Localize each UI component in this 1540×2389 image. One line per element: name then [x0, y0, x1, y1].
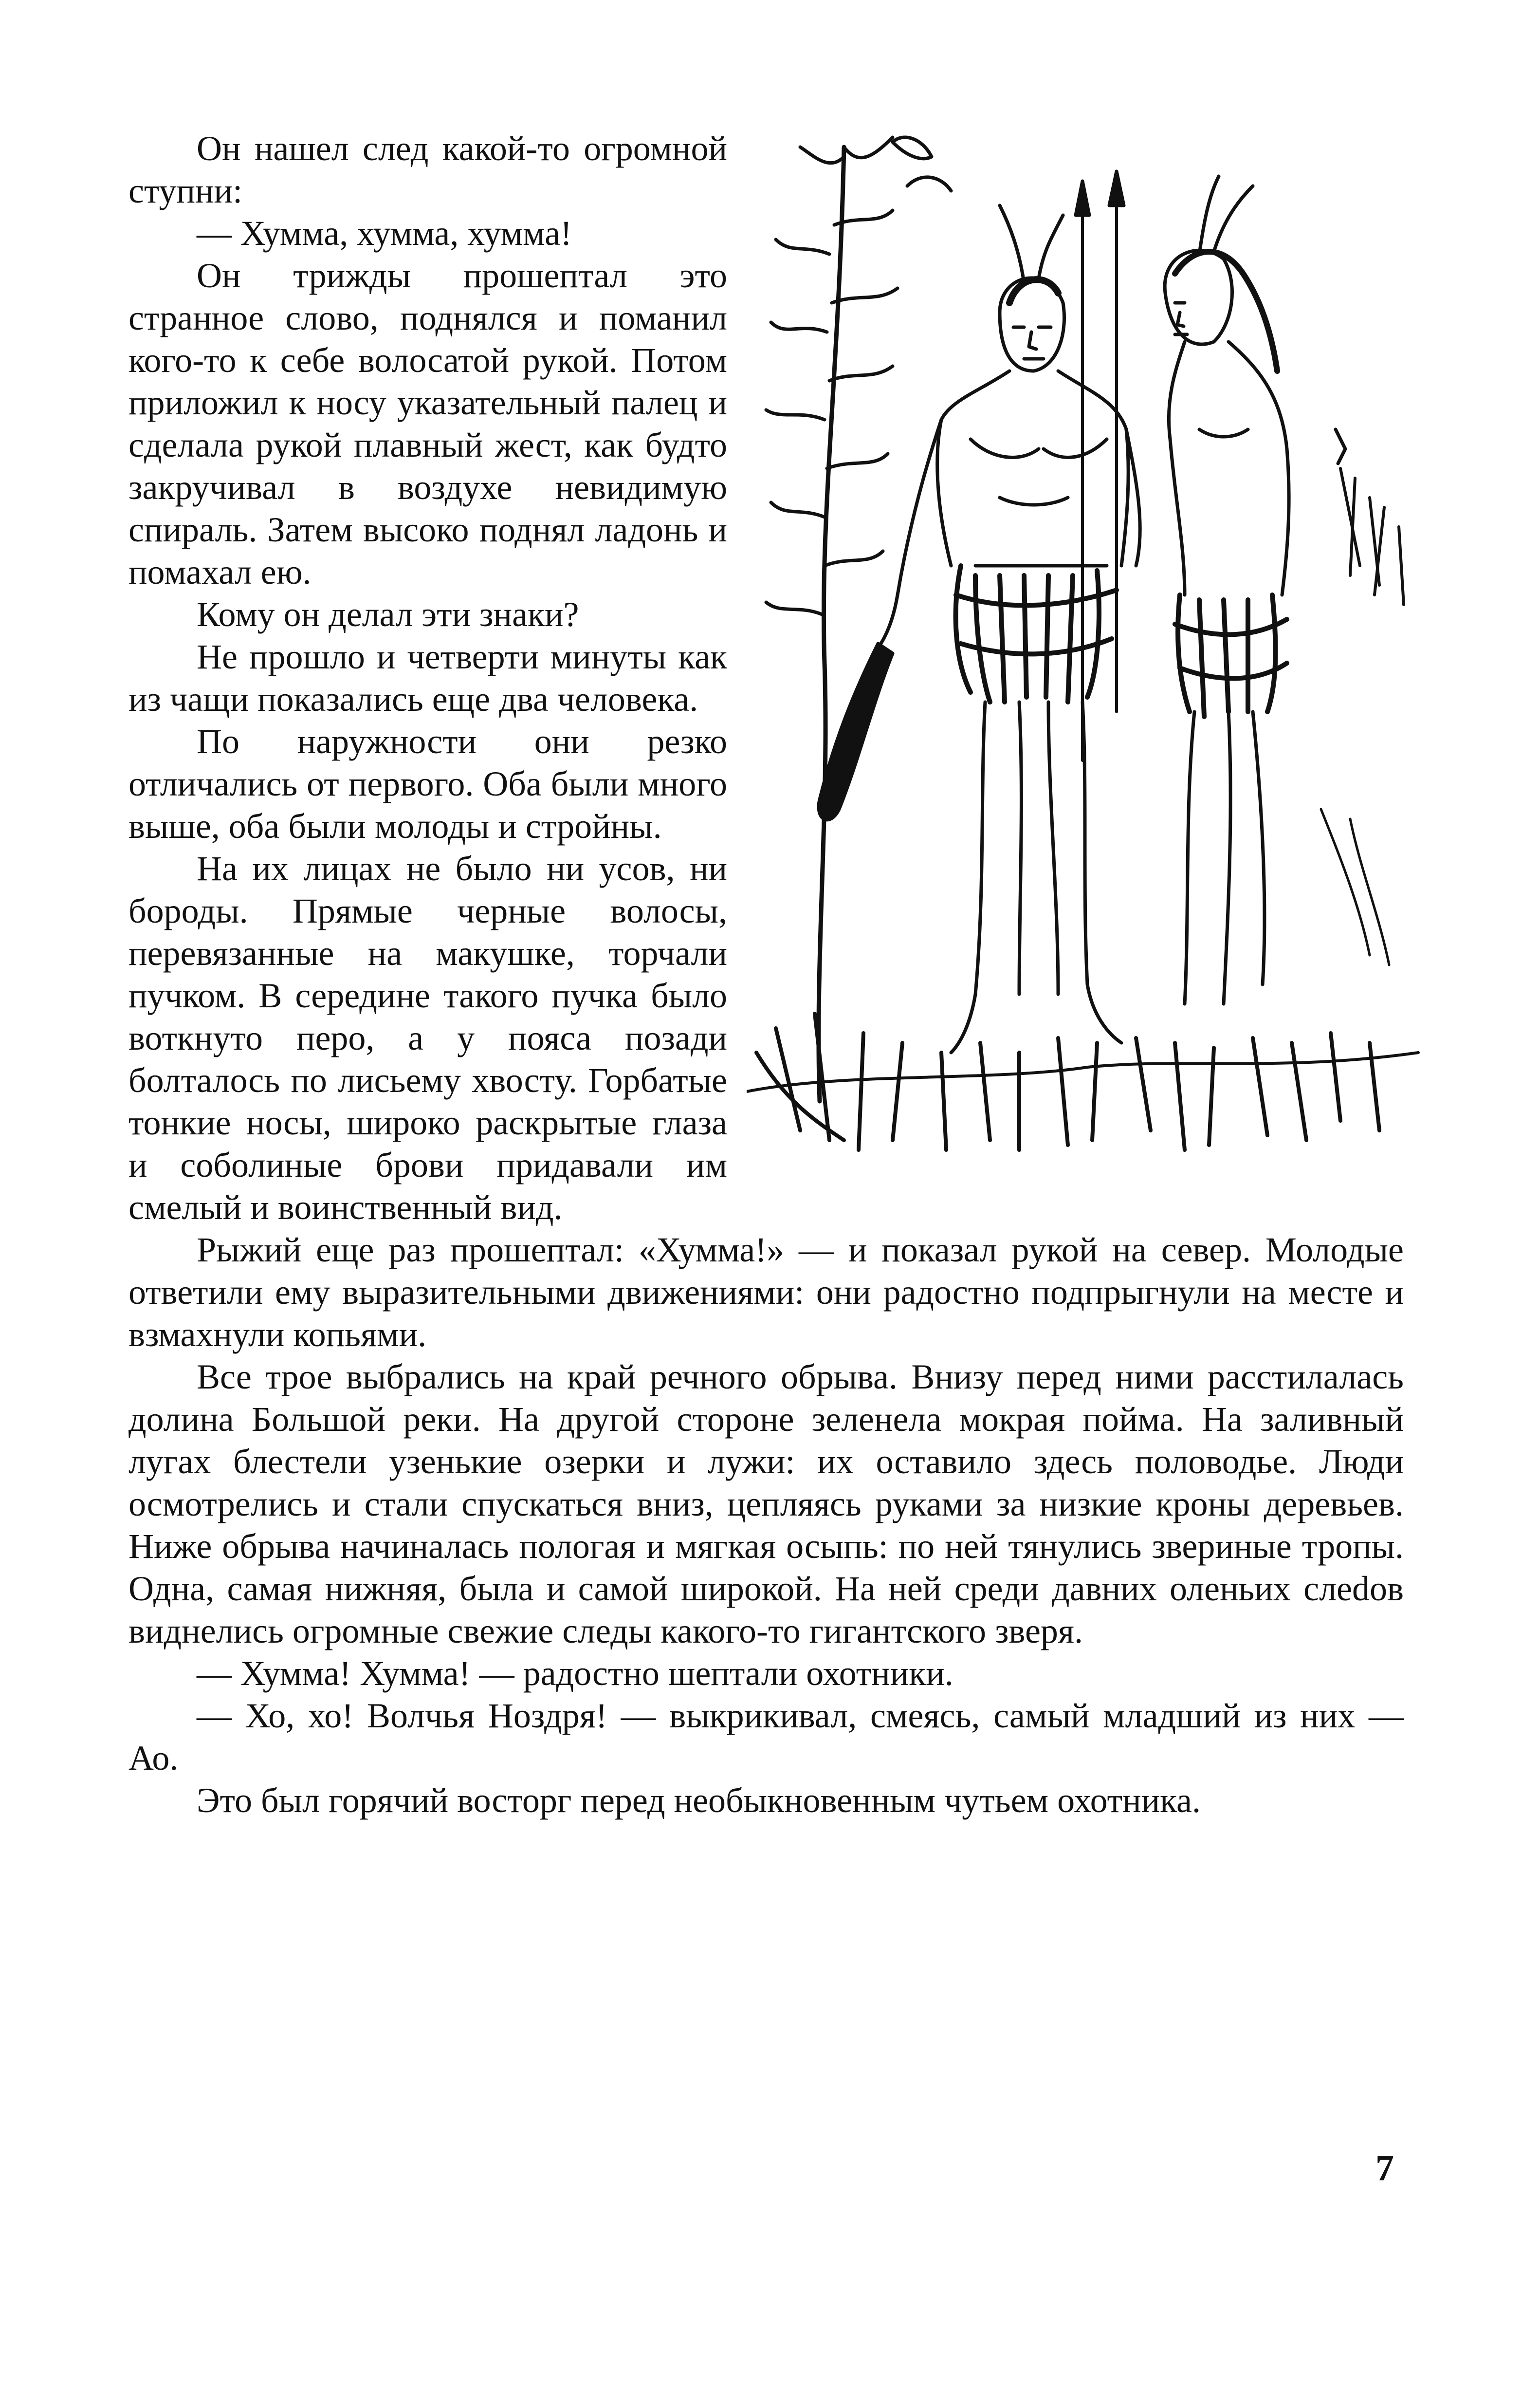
paragraph-6: По наружности они резко отличались от первого. Оба были много выше, оба были молоды и стройны. — [128, 722, 727, 846]
page-number: 7 — [1375, 2148, 1394, 2188]
paragraph-1: Он нашел след какой-то огромной ступни: — [128, 129, 727, 210]
paragraph-5: Не прошло и четверти минуты как из чащи показались еще два человека. — [128, 637, 727, 719]
paragraph-3: Он трижды прошептал это странное слово, поднялся и поманил кого-то к себе волосатой рукой. Потом приложил к носу указательный палец и сделала рукой плавный жест, как будто закручивал в воздухе невидимую спираль. Затем высоко поднял ладонь и помахал ею. — [128, 256, 727, 592]
paragraph-10: — Хумма! Хумма! — радостно шептали охотники. — [197, 1654, 953, 1693]
paragraph-11: — Хо, хо! Волчья Ноздря! — выкрикивал, смеясь, самый младший из них — Ао. — [128, 1696, 1404, 1778]
illustration-drawing — [747, 128, 1423, 1179]
paragraph-2: — Хумма, хумма, хумма! — [197, 214, 572, 253]
paragraph-4: Кому он делал эти знаки? — [197, 595, 579, 634]
body-text — [128, 128, 1404, 1822]
paragraph-8: Рыжий еще раз прошептал: «Хумма!» — и показал рукой на север. Молодые ответили ему выразительными движениями: они радостно подпрыгнули на месте и взмахнули копьями. — [128, 1230, 1404, 1354]
two-hunters-with-spears-illustration — [747, 128, 1423, 1179]
paragraph-7: На их лицах не было ни усов, ни бороды. Прямые черные волосы, перевязанные на макушке, торчали пучком. В середине такого пучка было воткнуто перо, а у пояса позади болталось по лисьему хвосту. Горбатые тонкие носы, широко раскрытые глаза и соболиные брови придавали им смелый и воинственный вид. — [128, 849, 727, 1227]
paragraph-12: Это был горячий восторг перед необыкновенным чутьем охотника. — [197, 1781, 1201, 1820]
paragraph-9: Все трое выбрались на край речного обрыва. Внизу перед ними расстилалась долина Большой реки. На другой стороне зеленела мокрая пойма. На заливный лугах блестели узенькие озерки и лужи: их оставило здесь половодье. Люди осмотрелись и стали спускаться вниз, цепляясь руками за низкие кроны деревьев. Ниже обрыва начиналась пологая и мягкая осыпь: по ней тянулись звериные тропы. Одна, самая нижняя, была и самой широкой. На ней среди давних оленьих слеdов виднелись огромные свежие следы какого-то гигантского зверя. — [128, 1357, 1404, 1650]
